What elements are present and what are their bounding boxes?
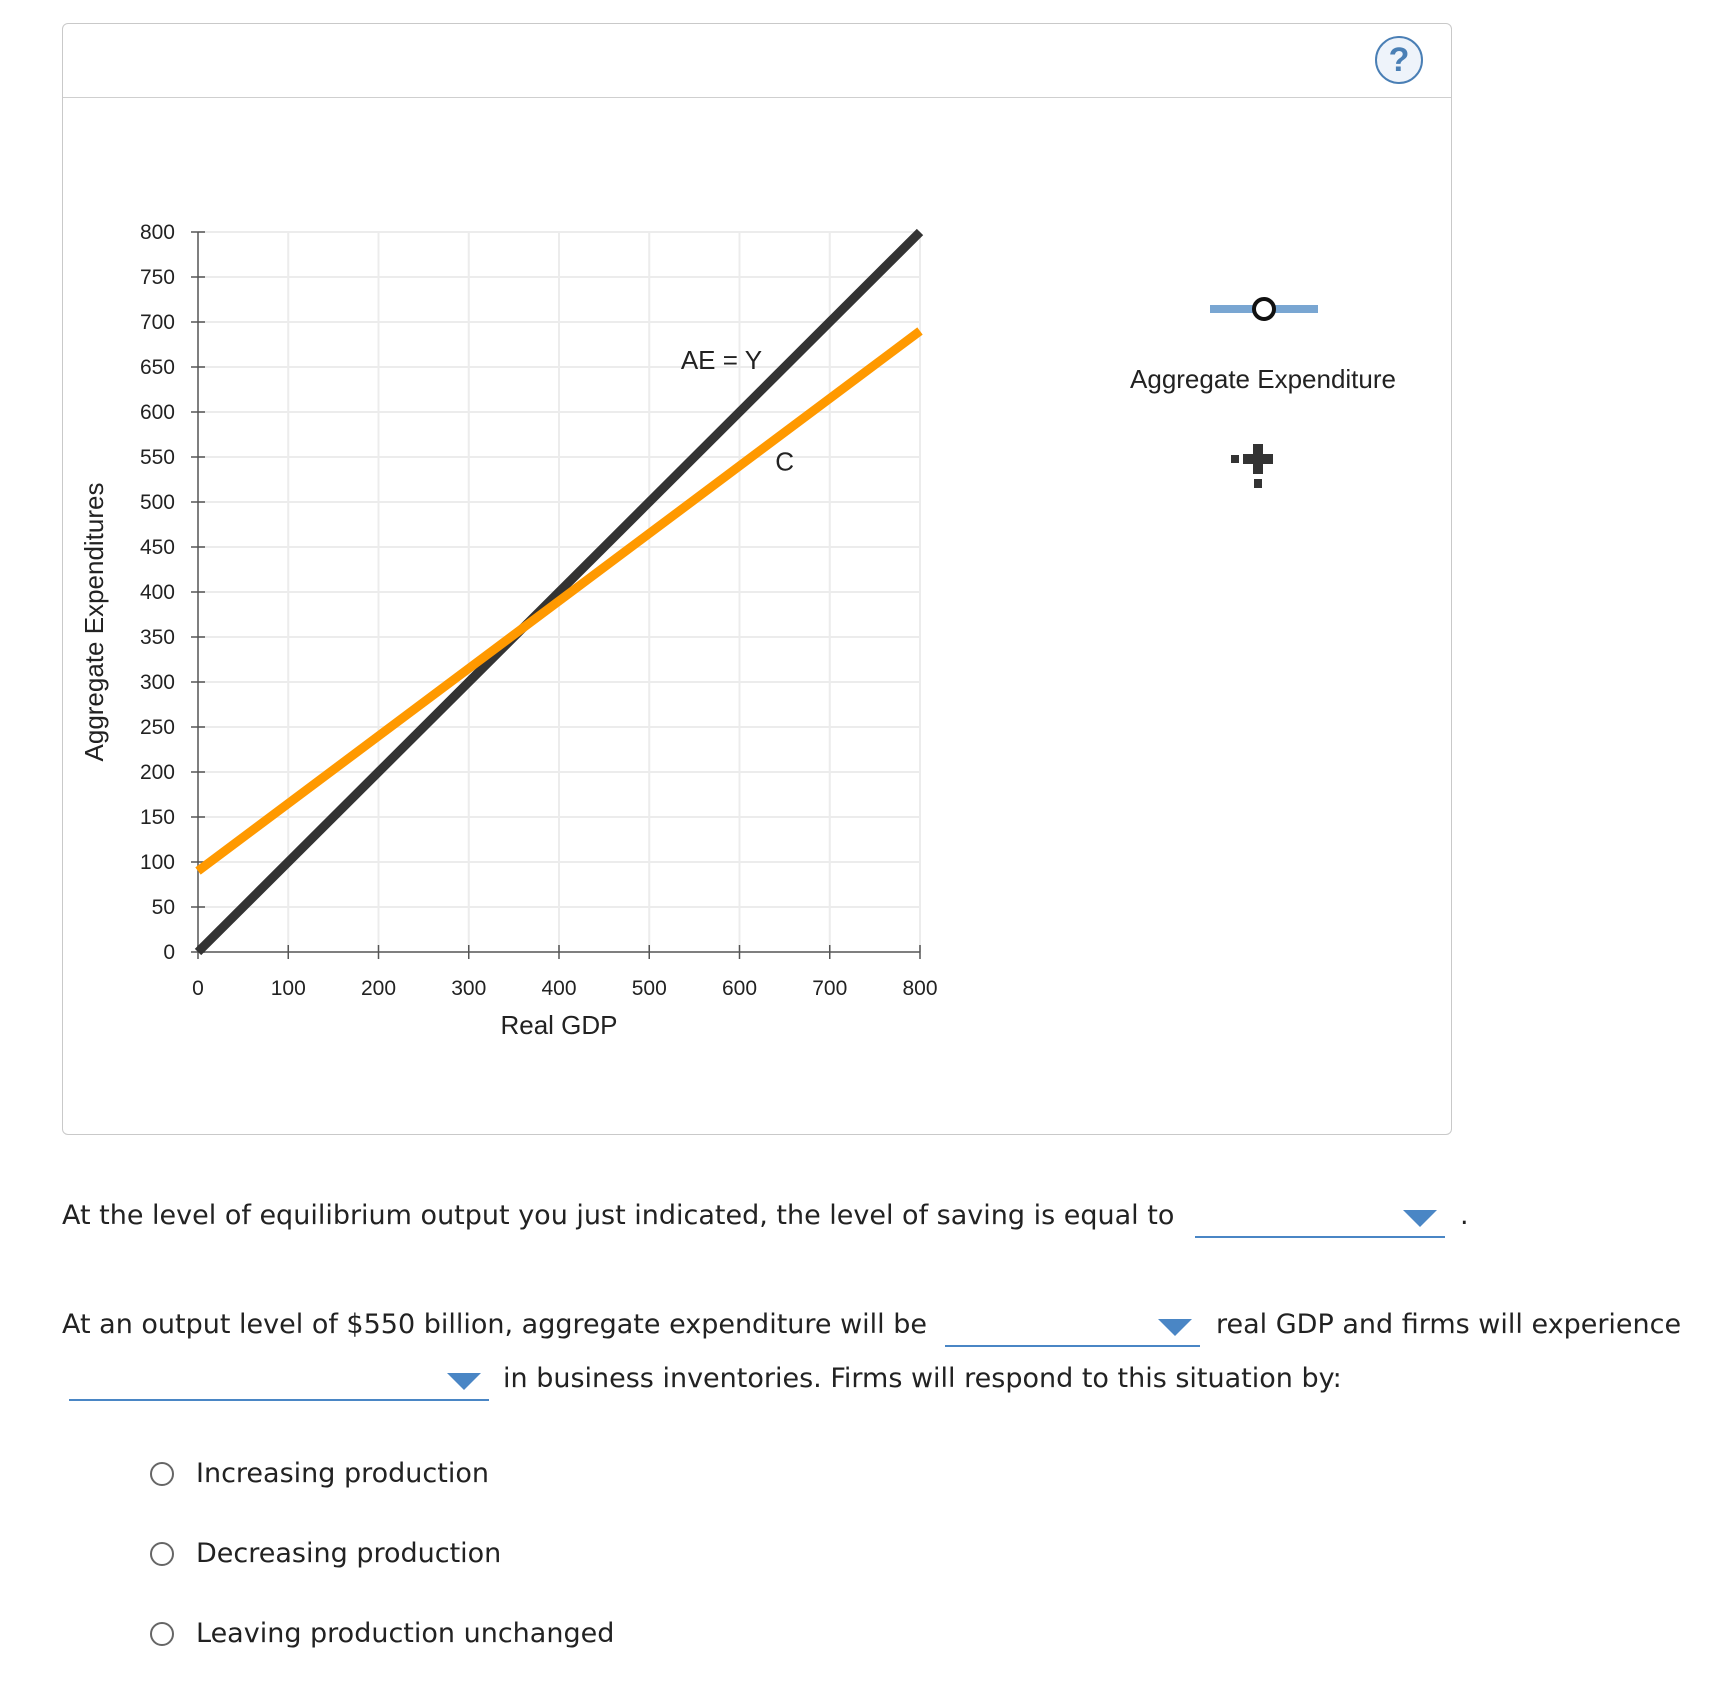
x-tick-label: 0 — [192, 977, 204, 1000]
radio-button[interactable] — [150, 1462, 174, 1486]
x-tick-label: 600 — [721, 977, 758, 1000]
y-tick-label: 600 — [139, 401, 175, 424]
y-tick-label: 100 — [139, 851, 175, 874]
line-with-point-icon[interactable] — [1208, 294, 1320, 324]
ae-comparison-dropdown[interactable] — [945, 1309, 1200, 1347]
radio-button[interactable] — [150, 1542, 174, 1566]
x-tick-label: 400 — [541, 977, 577, 1000]
chevron-down-icon — [1403, 1210, 1437, 1227]
question-output-text: At an output level of $550 billion, aggregate expenditure will be — [62, 1309, 928, 1340]
graph-panel — [62, 23, 1452, 1135]
chevron-down-icon — [1158, 1319, 1192, 1336]
y-axis-title: Aggregate Expenditures — [79, 482, 109, 762]
y-tick-label: 350 — [139, 626, 175, 649]
x-tick-label: 500 — [631, 977, 667, 1000]
saving-dropdown[interactable] — [1195, 1200, 1445, 1238]
y-tick-label: 0 — [163, 941, 175, 964]
x-tick-label: 300 — [451, 977, 487, 1000]
y-tick-label: 50 — [151, 896, 175, 919]
question-saving-text: At the level of equilibrium output you just indicated, the level of saving is equal to — [62, 1200, 1175, 1231]
question-output-text-3: in business inventories. Firms will respond to this situation by: — [503, 1363, 1342, 1394]
aggregate-expenditure-chart[interactable] — [63, 24, 1451, 1134]
option-leaving-production-unchanged[interactable] — [150, 1618, 614, 1649]
y-tick-label: 200 — [139, 761, 175, 784]
option-increasing-production[interactable] — [150, 1458, 489, 1489]
y-tick-label: 400 — [139, 581, 175, 604]
help-button[interactable]: ? — [1375, 36, 1423, 84]
y-tick-label: 250 — [139, 716, 175, 739]
x-axis-title: Real GDP — [500, 1010, 618, 1040]
radio-button[interactable] — [150, 1622, 174, 1646]
option-label: Increasing production — [196, 1458, 489, 1489]
y-tick-label: 150 — [139, 806, 175, 829]
inventory-change-dropdown[interactable] — [69, 1363, 489, 1401]
y-tick-label: 550 — [139, 446, 175, 469]
chevron-down-icon — [447, 1373, 481, 1390]
question-output-text-2: real GDP and firms will experience — [1216, 1309, 1682, 1340]
y-tick-label: 800 — [139, 221, 175, 244]
move-cross-icon[interactable] — [1231, 444, 1283, 490]
option-label: Leaving production unchanged — [196, 1618, 615, 1649]
y-tick-label: 650 — [139, 356, 175, 379]
option-label: Decreasing production — [196, 1538, 502, 1569]
y-tick-label: 300 — [139, 671, 175, 694]
x-tick-label: 800 — [902, 977, 938, 1000]
x-tick-label: 700 — [812, 977, 848, 1000]
question-saving-suffix: . — [1460, 1200, 1469, 1231]
y-tick-label: 700 — [139, 311, 175, 334]
series-label: AE = Y — [680, 344, 763, 375]
x-tick-label: 200 — [360, 977, 397, 1000]
y-tick-label: 450 — [139, 536, 175, 559]
y-tick-label: 750 — [139, 266, 175, 289]
y-tick-label: 500 — [139, 491, 175, 514]
x-tick-label: 100 — [270, 977, 306, 1000]
series-label: C — [775, 446, 795, 477]
palette-label: Aggregate Expenditure — [1130, 364, 1396, 394]
option-decreasing-production[interactable] — [150, 1538, 501, 1569]
